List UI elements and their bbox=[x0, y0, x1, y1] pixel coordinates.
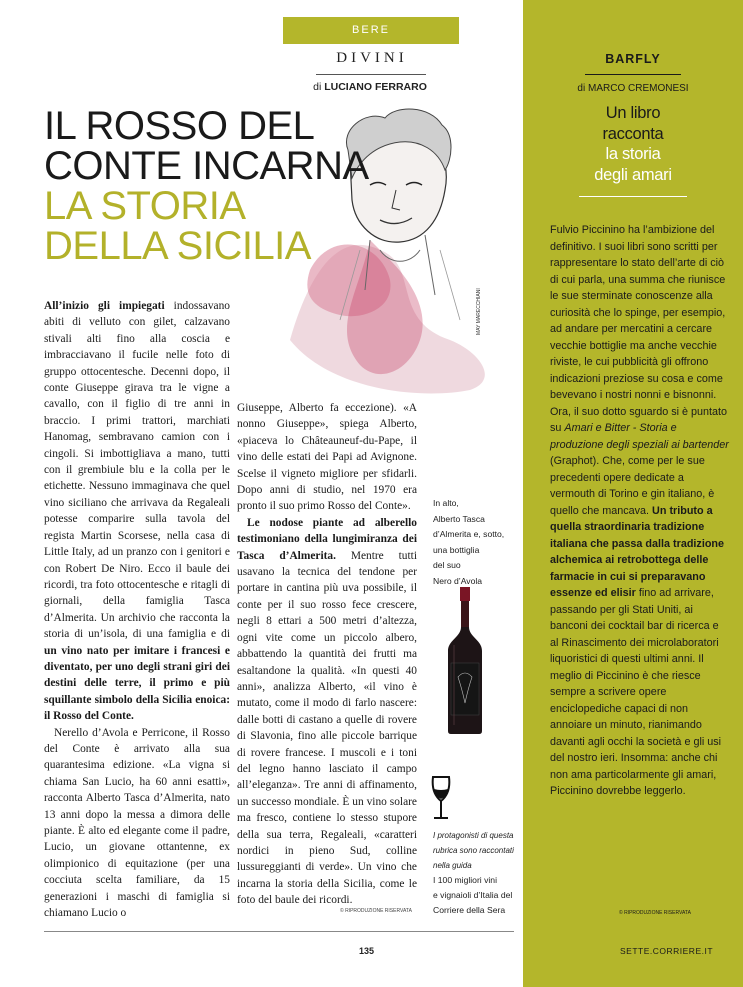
guide-title bbox=[433, 873, 523, 918]
caption-line: del suo bbox=[433, 560, 461, 570]
caption-line: Nero d’Avola bbox=[433, 575, 483, 586]
wine-glass-icon bbox=[430, 775, 452, 821]
paragraph bbox=[237, 515, 417, 909]
paragraph-bold: un vino nato per imitare i francesi e diventato, per uno degli strani giri dei destini delle terre, il primo e più squillante simbolo della Sicilia enoica: il Rosso del Conte. bbox=[44, 644, 230, 723]
caption-line: d’Almerita e, sotto, bbox=[433, 529, 505, 539]
column-name: DIVINI bbox=[336, 50, 408, 66]
author-name: MARCO CREMONESI bbox=[588, 83, 689, 94]
sidebar-title-line: Un libro bbox=[605, 104, 661, 122]
paragraph-bold: Un tributo a quella straordinaria tradizione italiana che passa dalla tradizione alchemica ai retrobottega delle farmacie in cui si preparavano essenze ed elisir bbox=[550, 504, 725, 599]
lead-in: All’inizio gli impiegati bbox=[44, 300, 165, 312]
wine-bottle-image bbox=[440, 585, 490, 735]
footer-divider bbox=[44, 931, 514, 932]
headline-line-1: IL ROSSO DEL bbox=[44, 104, 315, 148]
guide-note-line: I protagonisti di questa bbox=[433, 831, 514, 840]
paragraph-text: Fulvio Piccinino ha l’ambizione del definitivo. I suoi libri sono scritti per rappresentare lo stato dell’arte di ciò di cui parla, una summa che riunisce le sue sterminate conoscenze alla curiosità che lo spinge, per esempio, ad andare per mercatini a cercare vecchie bottiglie ma anche vecchie riviste, le cui pubblicità gli offrono indicazioni preziose su cosa e come bevevano i nostri nonni e bisnonni. Ora, il suo dotto sguardo si è puntato su bbox=[550, 224, 728, 434]
paragraph-bold: Le nodose piante ad alberello testimoniano della lungimiranza dei Tasca d’Almerita. bbox=[237, 516, 417, 562]
photo-caption bbox=[433, 496, 513, 589]
paragraph: Giuseppe, Alberto fa eccezione). «A nonno Giuseppe», spiega Alberto, «piaceva lo Châteauneuf-du-Pape, il vino delle estati dei Papi ad Avignone. Scelse il vigneto migliore per sfidarli. Dopo anni di studio, nel 1970 era pronto il suo primo Rosso del Conte». bbox=[237, 402, 417, 513]
caption-line: In alto, bbox=[433, 498, 459, 508]
byline-prefix: di bbox=[577, 83, 586, 94]
sidebar-byline bbox=[523, 83, 743, 94]
headline-line-3: LA STORIA bbox=[44, 184, 246, 228]
section-tab: BERE bbox=[283, 17, 459, 44]
barfly-sidebar bbox=[523, 0, 743, 987]
site-url: SETTE.CORRIERE.IT bbox=[620, 946, 714, 956]
sidebar-title-line: racconta bbox=[602, 124, 664, 143]
caption-line: una bottiglia bbox=[433, 544, 480, 555]
paragraph: Nerello d’Avola e Perricone, il Rosso del Conte è arrivato alla sua quarantesima edizione. «La vigna si chiama San Lucio, ha 60 anni esatti», racconta Alberto Tasca d’Almerita, nato 13 anni dopo la messa a dimora delle piante. È alto ed elegante come il padre, Lucio, un giovane ottantenne, ex olimpionico di equitazione (per una cocciuta scelta familiare, da 15 generazioni i maschi di famiglia si chiamano Lucio o bbox=[44, 726, 230, 920]
paragraph-text: Mentre tutti usavano la tecnica del tendone per portare in cantina più uva possibile, il conte per il suo rosso fece crescere, negli 8 ettari a 500 metri d’altezza, ogni vite come un piccolo albero, abbattendo la quantità dei frutti ma esaltandone la qualità. «In questi 40 anni», analizza Alberto, «il vino è mutato, come il modo di farlo nascere: dalle botti di castano a quelle di rovere di Slavonia, fino alle piccole barrique di rovere francese. I muscoli e i toni del legno hanno lasciato il campo all’eleganza». Tre anni di affinamento, un successo mondiale. È un vino solare ma fresco, contiene lo stesso stupore della sua terra, Regaleali, «caratteri nordici in pieno Sud, colline lussureggianti di verde». Un vino che incarna la storia della Sicilia, come le foto del baule dei ricordi. bbox=[237, 549, 417, 907]
guide-note bbox=[433, 828, 521, 873]
guide-note-line: rubrica sono raccontati bbox=[433, 846, 514, 855]
divider bbox=[316, 74, 426, 75]
sidebar-column-name: BARFLY bbox=[605, 52, 661, 66]
article-column-1 bbox=[44, 298, 230, 921]
headline-line-4: DELLA SICILIA bbox=[44, 224, 311, 268]
headline bbox=[44, 106, 369, 266]
sidebar-body bbox=[550, 222, 730, 800]
paragraph-text: indossavano abiti di velluto con gilet, calzavano stivali alti fino alla coscia e imbracciavano il fucile nelle foto di gruppo ottocentesche. Decenni dopo, il conte Giuseppe girava tra le vigne a cavallo, con il figlio di tre anni in braccio. I primi trattori, marchiati Hanomag, sembravano camion con i cingoli. Si imbottigliava a mano, tutti con il grembiule blu e la colla per le etichette. Nessuno immaginava che quel vino siciliano che arrivava da Regaleali potesse comparire sulla tavola del regista Martin Scorsese, nella casa di Little Italy, ad un pranzo con i genitori e con Robert De Niro. Ecco il baule dei ricordi, tra foto ottocentesche e ritagli di giornali, della famiglia Tasca d’Almerita. Un archivio che racconta la storia di un’isola, di una famiglia e di bbox=[44, 300, 230, 641]
divider bbox=[585, 74, 681, 75]
sidebar-title-line: la storia bbox=[605, 145, 661, 163]
copyright-notice: © RIPRODUZIONE RISERVATA bbox=[619, 910, 691, 916]
illustration-credit: MAY MARECCHIANI bbox=[476, 288, 482, 335]
guide-note-line: nella guida bbox=[433, 861, 472, 870]
paragraph-text: fino ad arrivare, passando per gli Stati Uniti, ai banconi dei cocktail bar di ricerca e al Rinascimento dei microlaboratori liquoristici di questi ultimi anni. Il meglio di Piccinino è che riesce sempre a scrivere opere enciclopediche capaci di non annoiare un minuto, rianimando davanti agli occhi la società e gli usi del nostro ieri. Insomma: anche chi non ama particolarmente gli amari, Piccinino dovrebbe leggerlo. bbox=[550, 587, 722, 797]
paragraph bbox=[44, 298, 230, 725]
copyright-notice: © RIPRODUZIONE RISERVATA bbox=[340, 908, 412, 914]
paragraph-text: (Graphot). Che, come per le sue precedenti opere dedicate a vermouth di Torino e gin italiano, è quello che mancava. bbox=[550, 455, 715, 517]
guide-title-line: Corriere della Sera bbox=[433, 905, 506, 915]
divider bbox=[579, 196, 687, 197]
book-title: Amari e Bitter - Storia e produzione degli speziali ai bartender bbox=[550, 422, 729, 451]
sidebar-title bbox=[523, 103, 743, 185]
article-column-2 bbox=[237, 400, 417, 909]
page-number: 135 bbox=[359, 946, 375, 956]
caption-line: Alberto Tasca bbox=[433, 513, 485, 524]
sidebar-title-line: degli amari bbox=[594, 165, 672, 184]
headline-line-2: CONTE INCARNA bbox=[44, 144, 369, 188]
guide-title-line: e vignaioli d’Italia del bbox=[433, 890, 513, 900]
author-name: LUCIANO FERRARO bbox=[324, 81, 427, 93]
guide-title-line: I 100 migliori vini bbox=[433, 875, 497, 885]
byline-prefix: di bbox=[313, 81, 322, 93]
